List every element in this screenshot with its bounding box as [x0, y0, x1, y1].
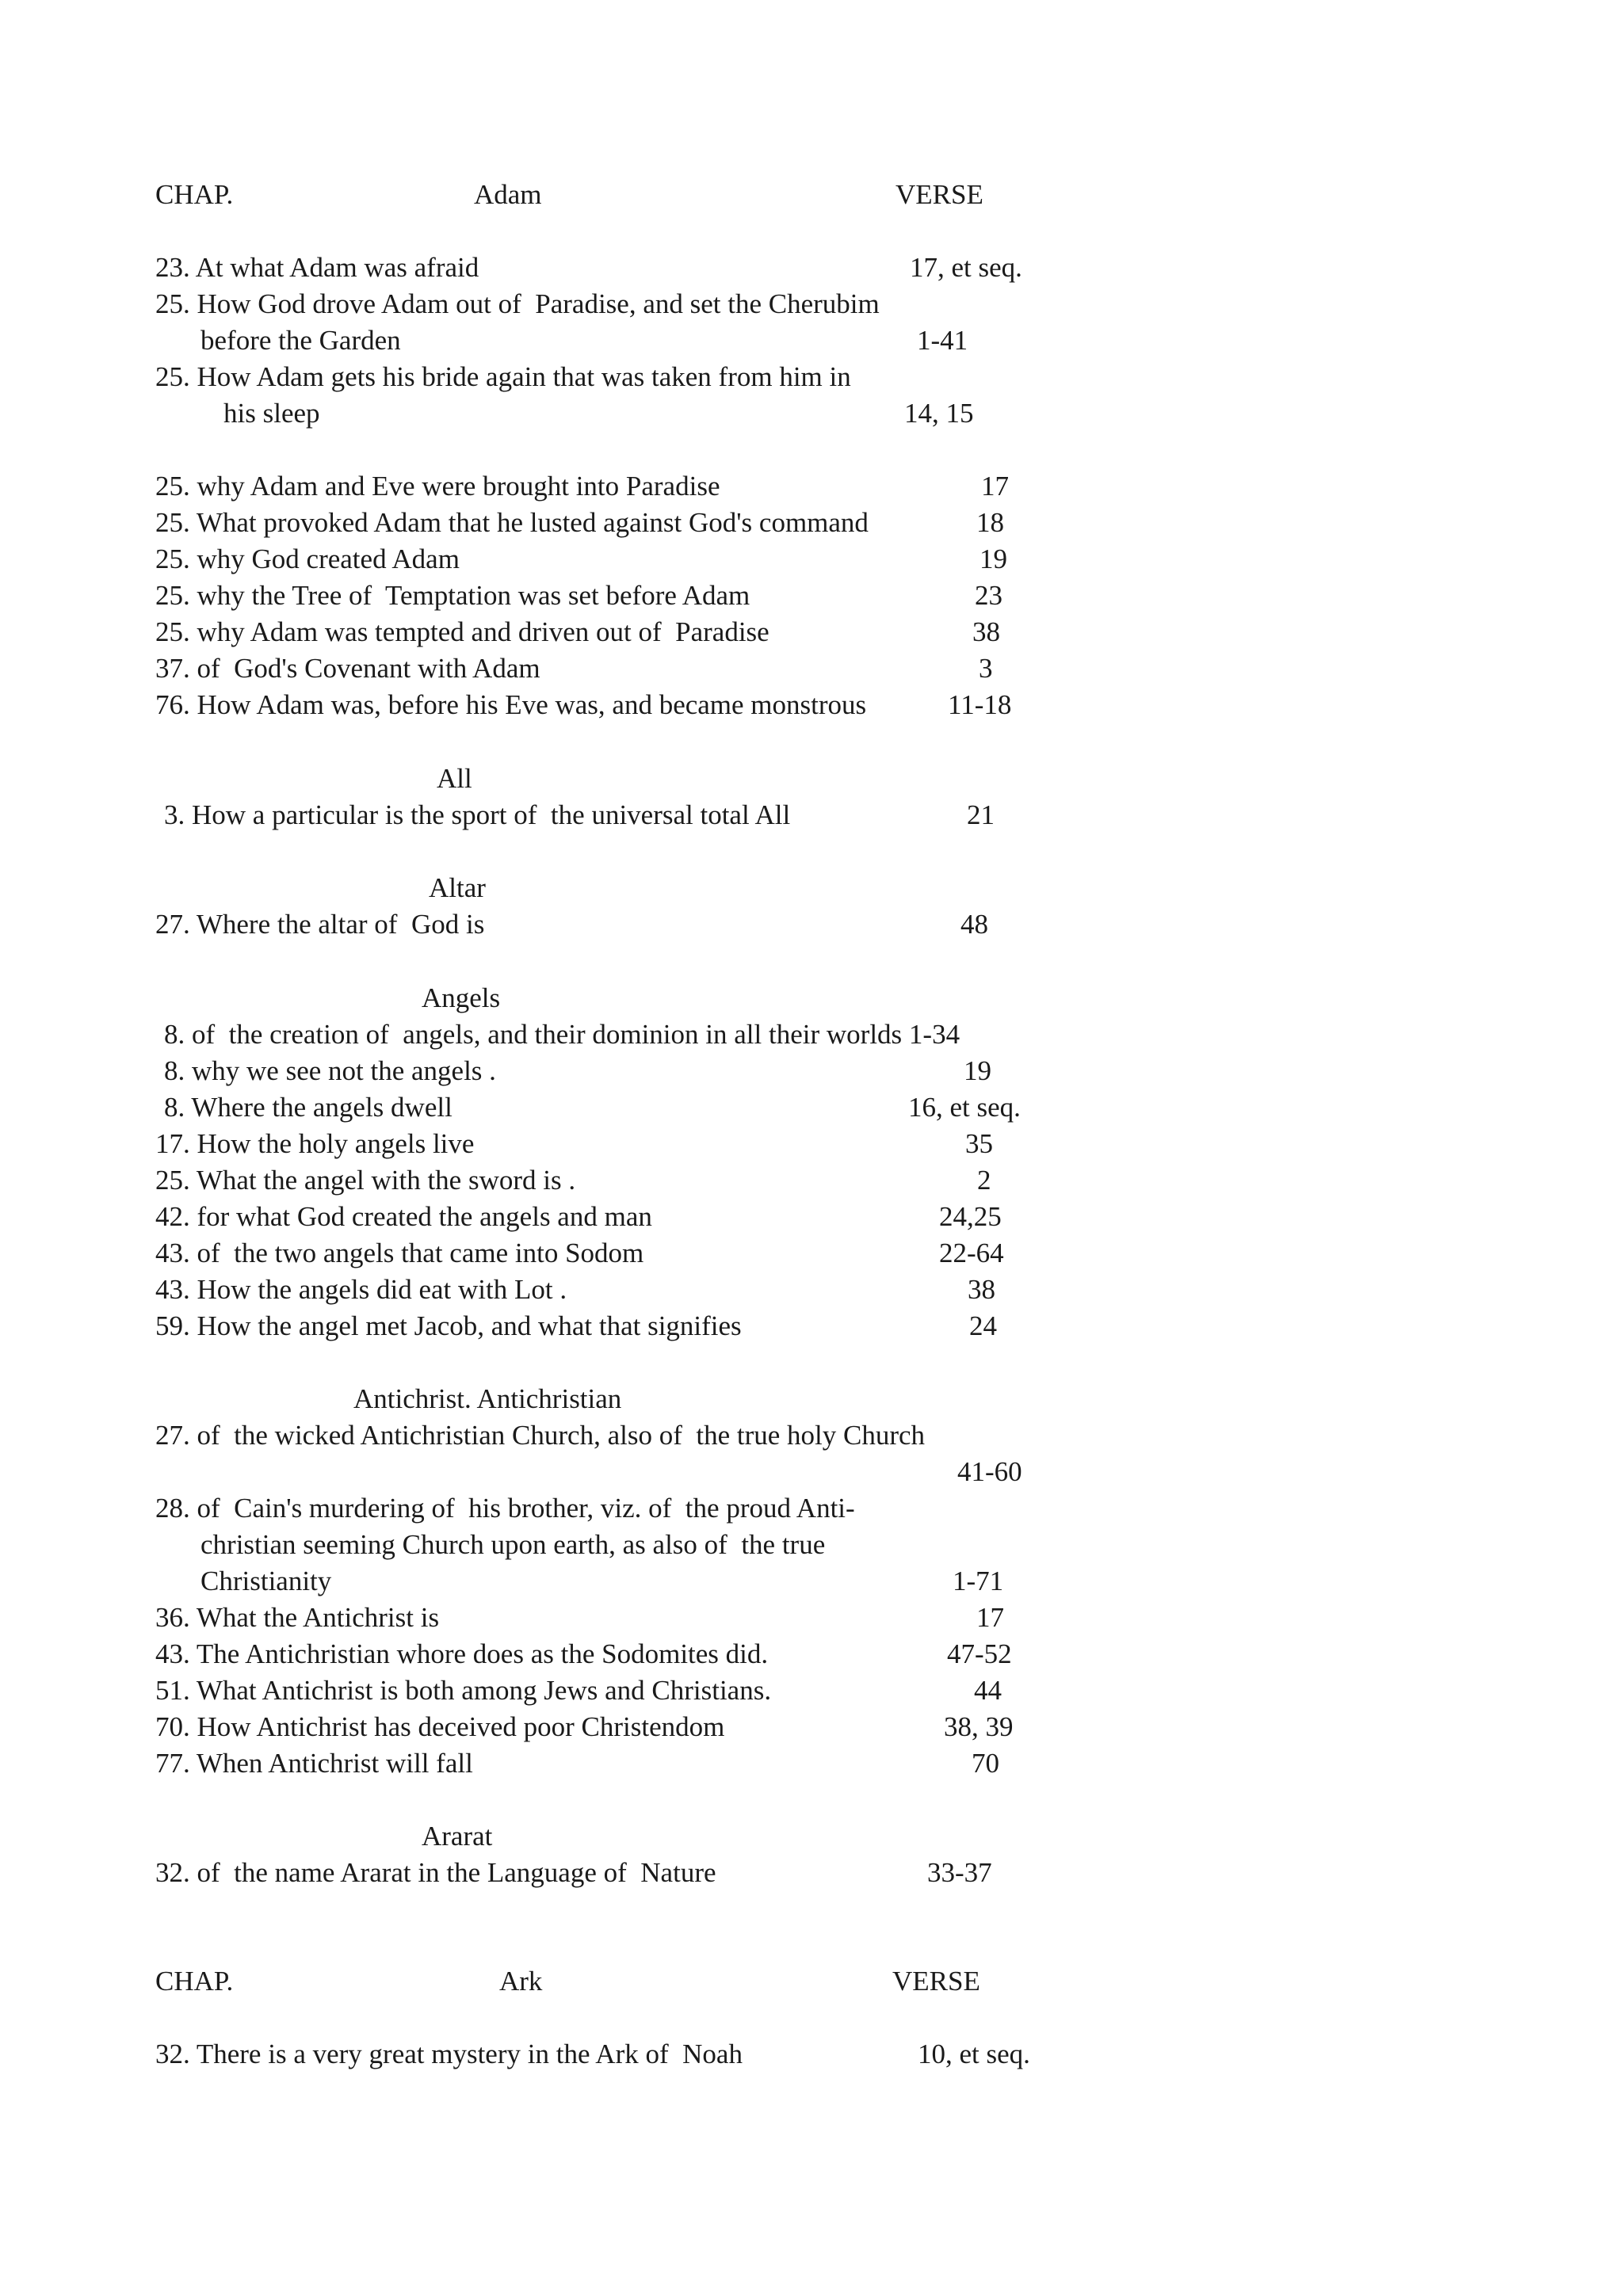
index-entry-text: 23. At what Adam was afraid	[155, 252, 479, 283]
index-entry-continuation-verse: 14, 15	[904, 398, 974, 429]
index-entry-verse: 47-52	[947, 1638, 1012, 1669]
column-header-topic: Ark	[499, 1966, 543, 1997]
index-entry-verse: 10, et seq.	[918, 2039, 1030, 2069]
index-entry-text: 36. What the Antichrist is	[155, 1602, 440, 1633]
index-entry-verse: 2	[977, 1165, 991, 1196]
index-entry-verse: 35	[965, 1128, 993, 1159]
index-entry-verse: 33-37	[927, 1857, 992, 1888]
column-header-text: CHAP.	[155, 1966, 234, 1997]
index-entry-text: 77. When Antichrist will fall	[155, 1748, 473, 1779]
index-entry-verse: 24	[969, 1310, 997, 1341]
index-entry-verse: 44	[974, 1675, 1002, 1706]
index-entry-text: 17. How the holy angels live	[155, 1128, 475, 1159]
index-entry-text: 76. How Adam was, before his Eve was, and became monstrous	[155, 689, 867, 720]
index-entry-verse: 70	[972, 1748, 999, 1779]
index-entry-verse: 19	[980, 543, 1007, 574]
section-heading-text: Ararat	[422, 1821, 493, 1852]
index-entry-verse: 38, 39	[944, 1711, 1014, 1742]
index-entry-text: 25. How God drove Adam out of Paradise, and set the Cherubim	[155, 288, 880, 319]
index-entry-text: 8. Where the angels dwell	[164, 1092, 453, 1123]
index-entry-text: 3. How a particular is the sport of the universal total All	[164, 799, 791, 830]
index-entry-text: 37. of God's Covenant with Adam	[155, 653, 540, 684]
index-entry-text: 32. There is a very great mystery in the Ark of Noah	[155, 2039, 743, 2069]
index-entry-text: 32. of the name Ararat in the Language of Nature	[155, 1857, 716, 1888]
index-entry-continuation-text: before the Garden	[200, 325, 401, 356]
index-entry-continuation-text: 41-60	[957, 1456, 1022, 1487]
column-header-text: CHAP.	[155, 179, 234, 210]
section-heading-text: Antichrist. Antichristian	[353, 1383, 622, 1414]
index-entry-text: 25. What the angel with the sword is .	[155, 1165, 576, 1196]
index-entry-continuation-text: Christianity	[200, 1566, 332, 1596]
index-entry-verse: 17	[981, 471, 1009, 502]
index-entry-text: 43. of the two angels that came into Sodom	[155, 1238, 644, 1268]
index-entry-continuation-verse: 1-41	[917, 325, 968, 356]
index-entry-text: 8. why we see not the angels .	[164, 1055, 496, 1086]
index-entry-text: 25. What provoked Adam that he lusted against God's command	[155, 507, 869, 538]
section-heading-text: All	[437, 763, 472, 794]
index-entry-verse: 11-18	[948, 689, 1012, 720]
index-entry-text: 42. for what God created the angels and man	[155, 1201, 652, 1232]
index-entry-verse: 19	[964, 1055, 991, 1086]
section-heading-text: Angels	[422, 982, 501, 1013]
index-entry-text: 27. of the wicked Antichristian Church, also of the true holy Church	[155, 1420, 926, 1451]
index-entry-verse: 3	[979, 653, 993, 684]
index-entry-text: 8. of the creation of angels, and their dominion in all their worlds 1-34	[164, 1019, 960, 1050]
column-header-topic: Adam	[474, 179, 542, 210]
index-entry-text: 27. Where the altar of God is	[155, 909, 485, 940]
index-entry-verse: 24,25	[939, 1201, 1002, 1232]
index-entry-verse: 38	[968, 1274, 995, 1305]
index-entry-text: 51. What Antichrist is both among Jews and Christians.	[155, 1675, 772, 1706]
index-entry-verse: 21	[967, 799, 995, 830]
section-heading-text: Altar	[429, 872, 486, 903]
index-entry-continuation-text: christian seeming Church upon earth, as also of the true	[200, 1529, 826, 1560]
index-entry-text: 25. why Adam and Eve were brought into Paradise	[155, 471, 720, 502]
index-entry-verse: 48	[960, 909, 988, 940]
index-entry-text: 25. why Adam was tempted and driven out of Paradise	[155, 616, 769, 647]
index-entry-continuation-text: his sleep	[223, 398, 320, 429]
index-entry-verse: 22-64	[939, 1238, 1004, 1268]
index-entry-text: 59. How the angel met Jacob, and what that signifies	[155, 1310, 742, 1341]
column-header-verse: VERSE	[892, 1966, 980, 1997]
index-entry-verse: 17, et seq.	[910, 252, 1022, 283]
index-entry-continuation-verse: 1-71	[953, 1566, 1004, 1596]
index-entry-text: 70. How Antichrist has deceived poor Christendom	[155, 1711, 725, 1742]
index-entry-text: 43. The Antichristian whore does as the Sodomites did.	[155, 1638, 769, 1669]
index-entry-text: 25. How Adam gets his bride again that was taken from him in	[155, 361, 851, 392]
index-entry-text: 25. why God created Adam	[155, 543, 460, 574]
index-entry-verse: 38	[972, 616, 1000, 647]
index-entry-verse: 23	[975, 580, 1002, 611]
index-entry-text: 43. How the angels did eat with Lot .	[155, 1274, 567, 1305]
index-entry-verse: 17	[976, 1602, 1004, 1633]
index-entry-verse: 18	[976, 507, 1004, 538]
index-entry-verse: 16, et seq.	[908, 1092, 1021, 1123]
index-entry-text: 25. why the Tree of Temptation was set before Adam	[155, 580, 750, 611]
index-entry-text: 28. of Cain's murdering of his brother, viz. of the proud Anti-	[155, 1493, 855, 1524]
column-header-verse: VERSE	[896, 179, 983, 210]
